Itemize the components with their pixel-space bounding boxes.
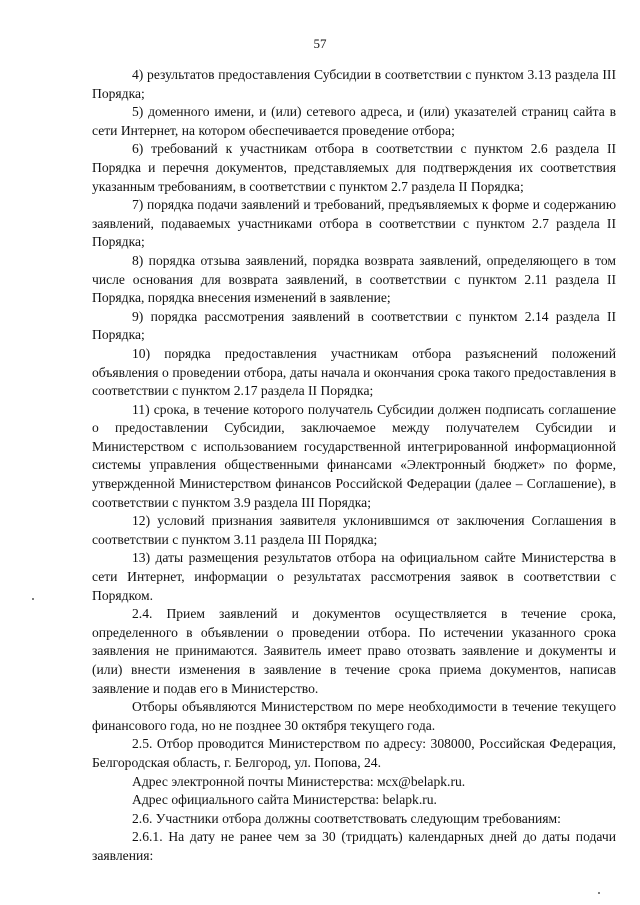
list-item-8: 8) порядка отзыва заявлений, порядка возврата заявлений, определяющего в том числе основания для возврата заявлений, в соответствии с пунктом 2.11 раздела II Порядка, порядка внесения изменений в заявление; [92,252,616,306]
list-item-13: 13) даты размещения результатов отбора на официальном сайте Министерства в сети Интернет, информации о результатах рассмотрения заявок в соответствии с Порядком. [92,550,616,603]
clause-2-5: 2.5. Отбор проводится Министерством по адресу: 308000, Российская Федерация, Белгородская область, г. Белгород, ул. Попова, 24. [92,736,616,770]
clause-2-4: 2.4. Прием заявлений и документов осуществляется в течение срока, определенного в объявлении о проведении отбора. По истечении указанного срока заявления не принимаются. Заявитель имеет право отозвать заявление и документы и (или) внести изменения в заявление в течение срока приема документов, написав заявление и подав его в Министерство. [92,606,616,696]
list-item-7: 7) порядка подачи заявлений и требований, предъявляемых к форме и содержанию заявлений, подаваемых участниками отбора в соответствии с пунктом 2.7 раздела II Порядка; [92,197,616,250]
ministry-website: Адрес официального сайта Министерства: belapk.ru. [132,792,437,808]
document-body [92,66,616,866]
clause-2-6: 2.6. Участники отбора должны соответствовать следующим требованиям: [132,810,561,826]
list-item-6: 6) требований к участникам отбора в соответствии с пунктом 2.6 раздела II Порядка и перечня документов, представляемых для подтверждения их соответствия указанным требованиям, в соответствии с пунктом 2.7 раздела II Порядка; [92,141,616,194]
list-item-4: 4) результатов предоставления Субсидии в соответствии с пунктом 3.13 раздела III Порядка; [92,67,616,101]
page-number: 57 [313,36,327,51]
clause-2-4-deadline: Отборы объявляются Министерством по мере необходимости в течение текущего финансового года, но не позднее 30 октября текущего года. [92,699,616,733]
scan-speck [598,892,600,894]
list-item-9: 9) порядка рассмотрения заявлений в соответствии с пунктом 2.14 раздела II Порядка; [92,308,616,343]
list-item-5: 5) доменного имени, и (или) сетевого адреса, и (или) указателей страниц сайта в сети Интернет, на котором обеспечивается проведение отбора; [92,104,616,138]
scan-speck [32,598,34,600]
list-item-10: 10) порядка предоставления участникам отбора разъяснений положений объявления о проведении отбора, даты начала и окончания срока такого предоставления в соответствии с пунктом 2.17 раздела II Порядка; [92,345,616,399]
ministry-email: Адрес электронной почты Министерства: мсх@belapk.ru. [132,773,466,789]
list-item-12: 12) условий признания заявителя уклонившимся от заключения Соглашения в соответствии с пунктом 3.11 раздела III Порядка; [92,513,616,547]
list-item-11: 11) срока, в течение которого получатель Субсидии должен подписать соглашение о предоставлении Субсидии, заключаемое между получателем Субсидии и Министерством с использованием государственной интегрированной информационной системы управления общественными финансами «Электронный бюджет» по форме, утвержденной Министерством финансов Российской Федерации (далее – Соглашение), в соответствии с пунктом 3.9 раздела III Порядка; [92,401,616,510]
clause-2-6-1: 2.6.1. На дату не ранее чем за 30 (тридцать) календарных дней до даты подачи заявления: [92,829,616,863]
